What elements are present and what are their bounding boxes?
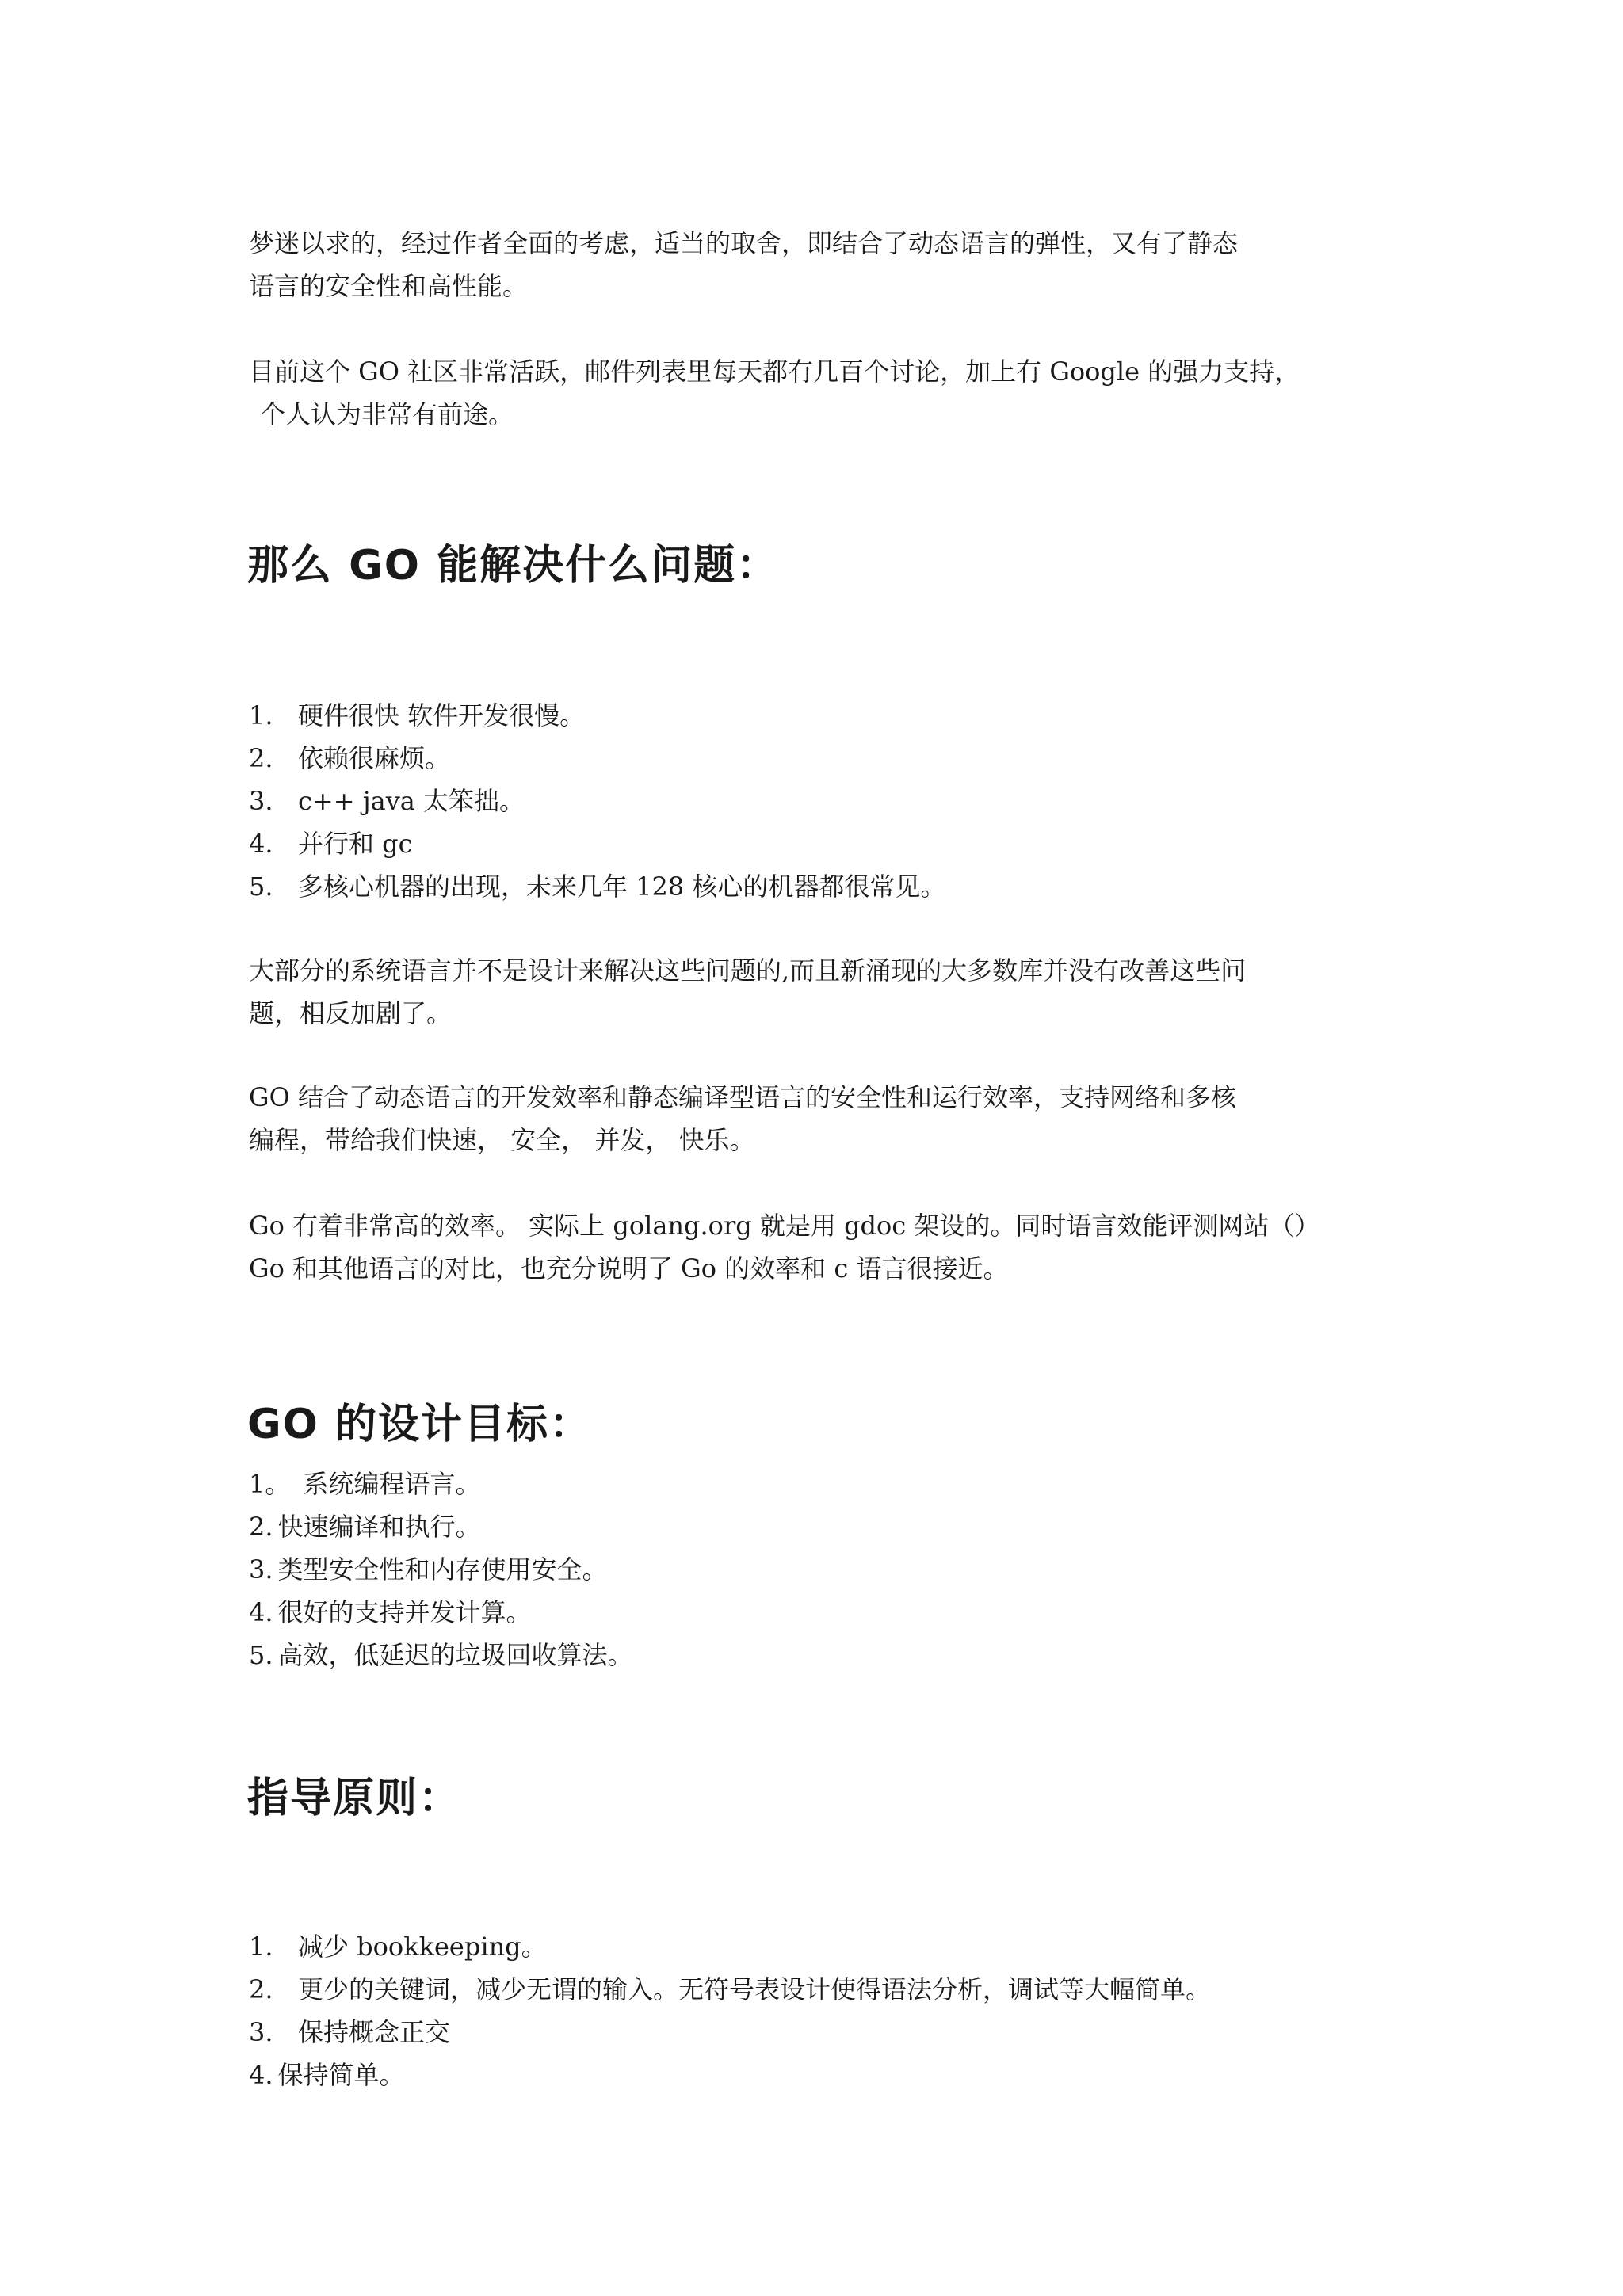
list-number: 4. bbox=[249, 1597, 273, 1627]
list-text: 类型安全性和内存使用安全。 bbox=[277, 1554, 608, 1585]
list-number: 4. bbox=[249, 829, 273, 859]
list-text: 更少的关键词，减少无谓的输入。无符号表设计使得语法分析，调试等大幅简单。 bbox=[298, 1974, 1212, 2004]
intro-paragraph-2 bbox=[249, 350, 1398, 436]
list-item bbox=[249, 822, 945, 865]
list-text: 减少 bookkeeping。 bbox=[298, 1932, 547, 1962]
list-number: 2. bbox=[249, 1974, 273, 2004]
list-text: 保持简单。 bbox=[277, 2060, 405, 2090]
principles-list bbox=[249, 1925, 1211, 2054]
list-number: 3. bbox=[249, 786, 273, 816]
list-number: 1. bbox=[249, 700, 273, 730]
list-item bbox=[249, 1634, 633, 1676]
list-number: 2. bbox=[249, 743, 273, 773]
paragraph-line: 题，相反加剧了。 bbox=[249, 998, 453, 1028]
list-item bbox=[249, 694, 945, 737]
list-text: c++ java 太笨拙。 bbox=[298, 786, 525, 816]
list-item bbox=[249, 1968, 1211, 2011]
list-text: 高效，低延迟的垃圾回收算法。 bbox=[277, 1640, 633, 1670]
list-number: 1. bbox=[249, 1932, 273, 1962]
intro-paragraph-1 bbox=[249, 222, 1398, 307]
paragraph-line: 语言的安全性和高性能。 bbox=[249, 271, 529, 301]
list-item bbox=[249, 1548, 633, 1591]
list-number: 4. bbox=[249, 2060, 273, 2090]
list-number: 5. bbox=[249, 1640, 273, 1670]
list-item bbox=[249, 865, 945, 908]
list-text: 并行和 gc bbox=[298, 829, 413, 859]
list-item bbox=[249, 1463, 633, 1505]
paragraph-line: 编程，带给我们快速， 安全， 并发， 快乐。 bbox=[249, 1125, 755, 1155]
problems-paragraph-3 bbox=[249, 1204, 1398, 1290]
paragraph-line: 个人认为非常有前途。 bbox=[260, 399, 514, 429]
problems-paragraph-1 bbox=[249, 949, 1398, 1035]
list-item bbox=[249, 737, 945, 780]
list-item bbox=[249, 780, 945, 822]
list-text: 系统编程语言。 bbox=[295, 1469, 481, 1499]
list-number: 2. bbox=[249, 1512, 273, 1542]
goals-list bbox=[249, 1463, 633, 1676]
list-item bbox=[249, 1505, 633, 1548]
paragraph-line: 大部分的系统语言并不是设计来解决这些问题的,而且新涌现的大多数库并没有改善这些问 bbox=[249, 955, 1247, 986]
list-item bbox=[249, 1591, 633, 1634]
list-text: 很好的支持并发计算。 bbox=[277, 1597, 532, 1627]
list-number: 1。 bbox=[249, 1469, 291, 1499]
list-text: 依赖很麻烦。 bbox=[298, 743, 451, 773]
section-heading-problems: 那么 GO 能解决什么问题： bbox=[247, 542, 780, 589]
list-item bbox=[249, 2011, 1211, 2054]
problems-list bbox=[249, 694, 945, 908]
list-item bbox=[249, 1925, 1211, 1968]
list-number: 3. bbox=[249, 2017, 273, 2047]
problems-paragraph-2 bbox=[249, 1076, 1398, 1161]
section-heading-goals: GO 的设计目标： bbox=[247, 1401, 592, 1448]
list-text: 多核心机器的出现，未来几年 128 核心的机器都很常见。 bbox=[298, 871, 946, 902]
paragraph-line: Go 有着非常高的效率。 实际上 golang.org 就是用 gdoc 架设的。同时语言效能评测网站（） bbox=[249, 1211, 1320, 1241]
list-number: 3. bbox=[249, 1554, 273, 1585]
list-text: 硬件很快 软件开发很慢。 bbox=[298, 700, 586, 730]
list-number: 5. bbox=[249, 871, 273, 902]
list-item bbox=[249, 2054, 405, 2096]
paragraph-line: 目前这个 GO 社区非常活跃，邮件列表里每天都有几百个讨论，加上有 Google 的强力支持， bbox=[249, 357, 1300, 387]
list-text: 快速编译和执行。 bbox=[277, 1512, 481, 1542]
paragraph-line: GO 结合了动态语言的开发效率和静态编译型语言的安全性和运行效率，支持网络和多核 bbox=[249, 1082, 1236, 1112]
list-text: 保持概念正交 bbox=[298, 2017, 451, 2047]
paragraph-line: Go 和其他语言的对比，也充分说明了 Go 的效率和 c 语言很接近。 bbox=[249, 1253, 1009, 1283]
paragraph-line: 梦迷以求的，经过作者全面的考虑，适当的取舍，即结合了动态语言的弹性，又有了静态 bbox=[249, 228, 1239, 258]
principles-list-continued bbox=[249, 2054, 405, 2096]
section-heading-principles: 指导原则： bbox=[247, 1775, 462, 1822]
